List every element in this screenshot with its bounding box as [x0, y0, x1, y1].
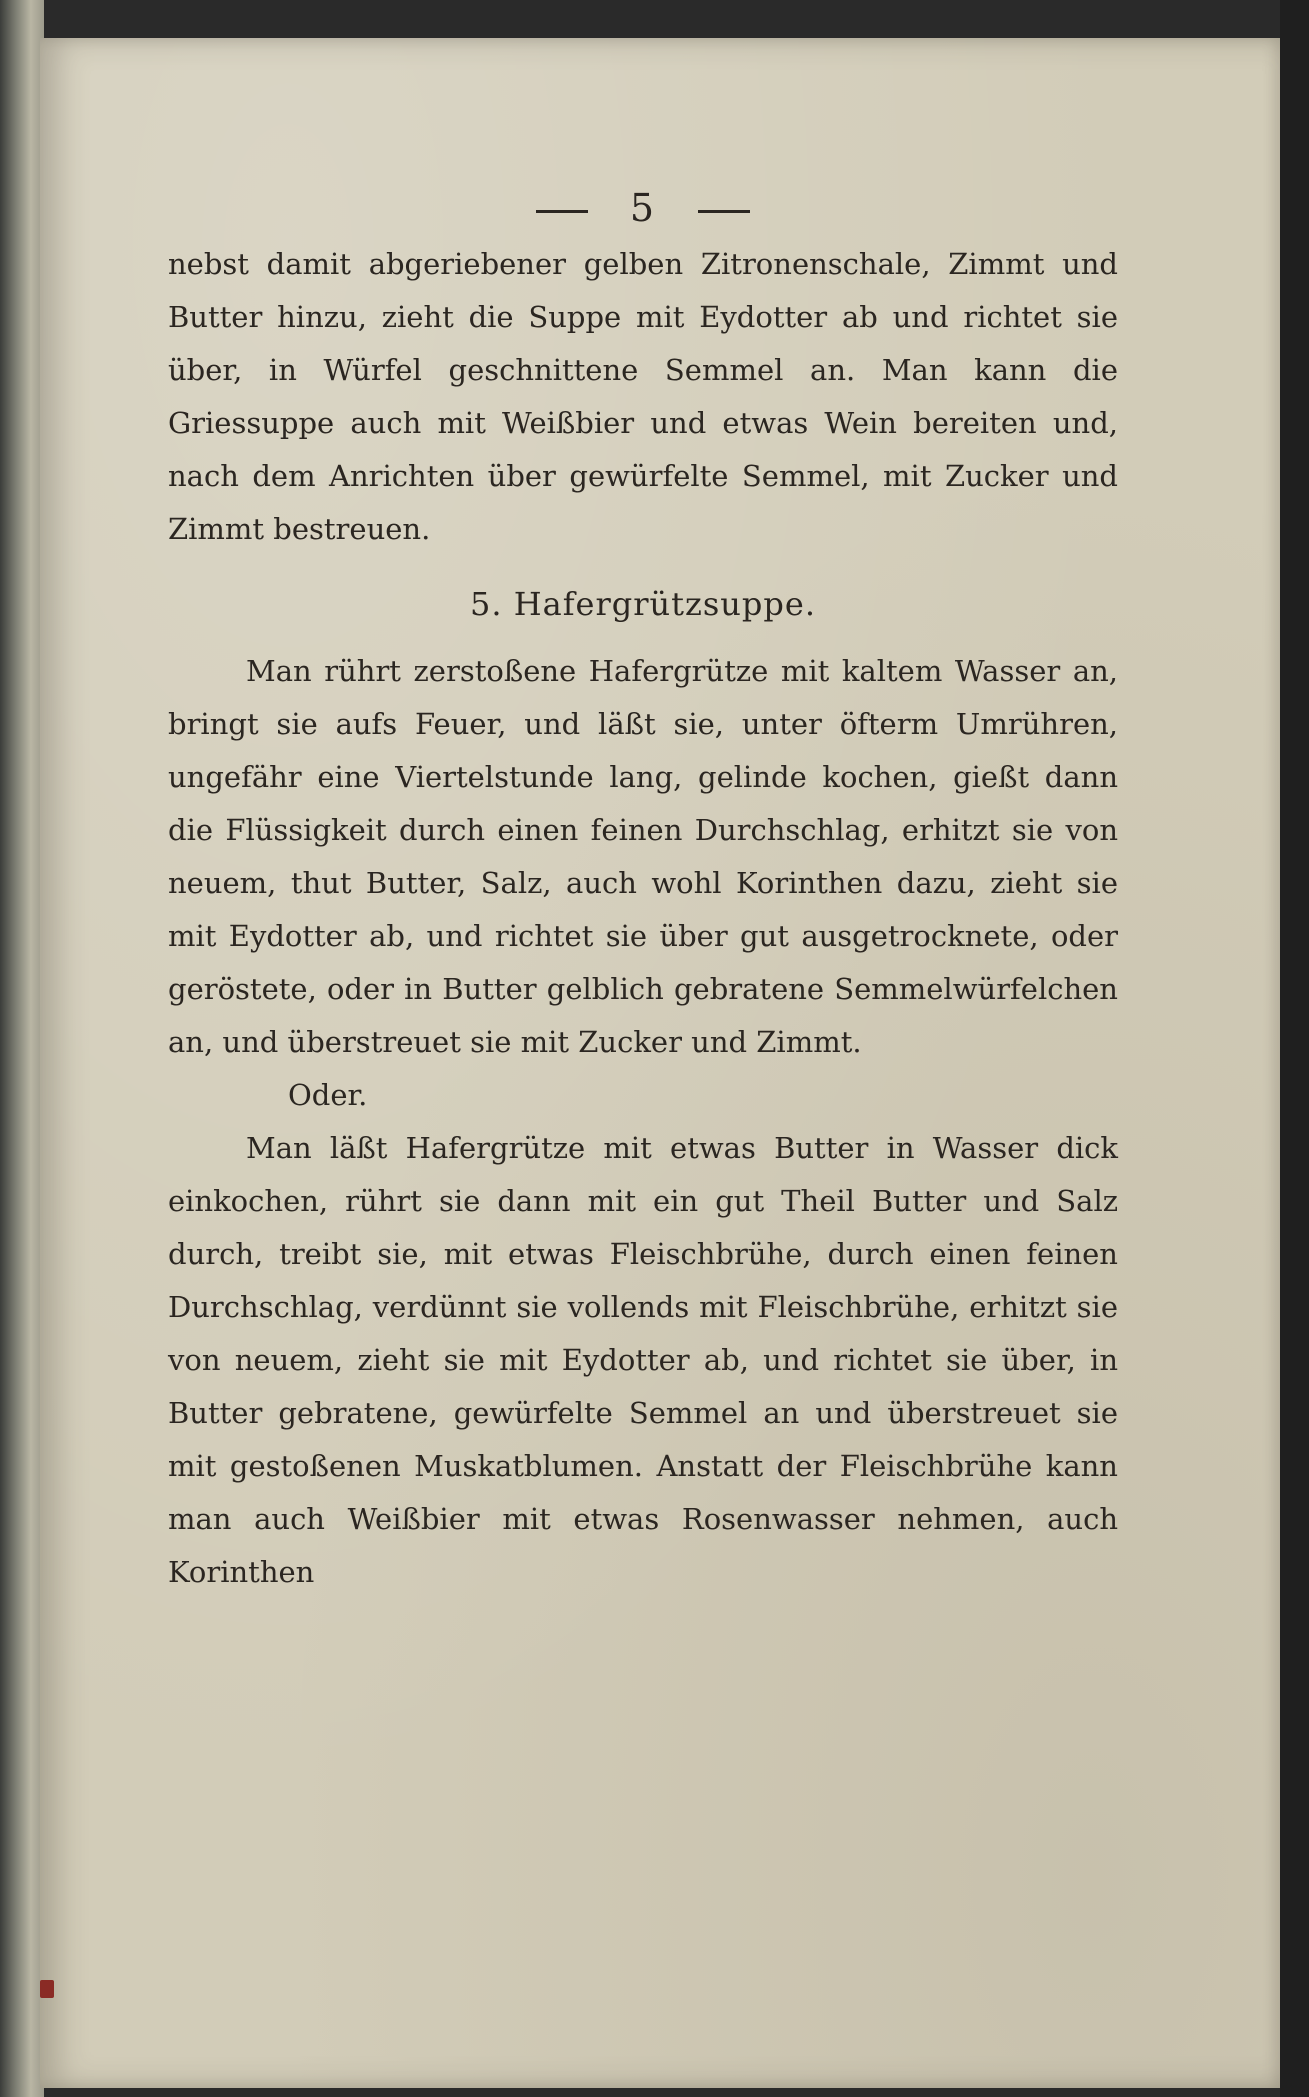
- section-title: 5. Hafergrützsuppe.: [470, 585, 816, 623]
- library-mark: [40, 1980, 54, 1998]
- paragraph-2: Man läßt Hafergrütze mit etwas Butter in Wasser dick einkochen, rührt sie dann mit ein gut Theil Butter und Salz durch, treibt sie, mit etwas Fleischbrühe, durch einen feinen Durchschlag, verdünnt sie vollends mit Fleischbrühe, erhitzt sie von neuem, zieht sie mit Eydotter ab, und richtet sie über, in Butter gebratene, gewürfelte Semmel an und überstreuet sie mit gestoßenen Muskatblumen. Anstatt der Fleischbrühe kann man auch Weißbier mit etwas Rosenwasser nehmen, auch Korinthen: [168, 1131, 1118, 1589]
- paragraph-1: Man rührt zerstoßene Hafergrütze mit kaltem Wasser an, bringt sie aufs Feuer, und läßt sie, unter öfterm Umrühren, ungefähr eine Viertelstunde lang, gelinde kochen, gießt dann die Flüssigkeit durch einen feinen Durchschlag, erhitzt sie von neuem, thut Butter, Salz, auch wohl Korinthen dazu, zieht sie mit Eydotter ab, und richtet sie über gut ausgetrocknete, oder geröstete, oder in Butter gelblich gebratene Semmelwürfelchen an, und überstreuet sie mit Zucker und Zimmt.: [168, 654, 1118, 1059]
- header-dash-left: [536, 210, 588, 213]
- oder-label: Oder.: [288, 1078, 368, 1112]
- page-edge: [1280, 0, 1309, 2097]
- paragraph-continuation: nebst damit abgeriebener gelben Zitronenschale, Zimmt und Butter hinzu, zieht die Suppe mit Eydotter ab und richtet sie über, in Würfel geschnittene Semmel an. Man kann die Griessuppe auch mit Weißbier und etwas Wein bereiten und, nach dem Anrichten über gewürfelte Semmel, mit Zucker und Zimmt bestreuen.: [168, 247, 1118, 546]
- page-number: 5: [629, 186, 657, 230]
- header-dash-right: [698, 210, 750, 213]
- book-spine: [0, 0, 44, 2097]
- page-text: [168, 178, 1118, 1599]
- paper-sheet: [40, 38, 1280, 2088]
- page-header: [168, 178, 1118, 238]
